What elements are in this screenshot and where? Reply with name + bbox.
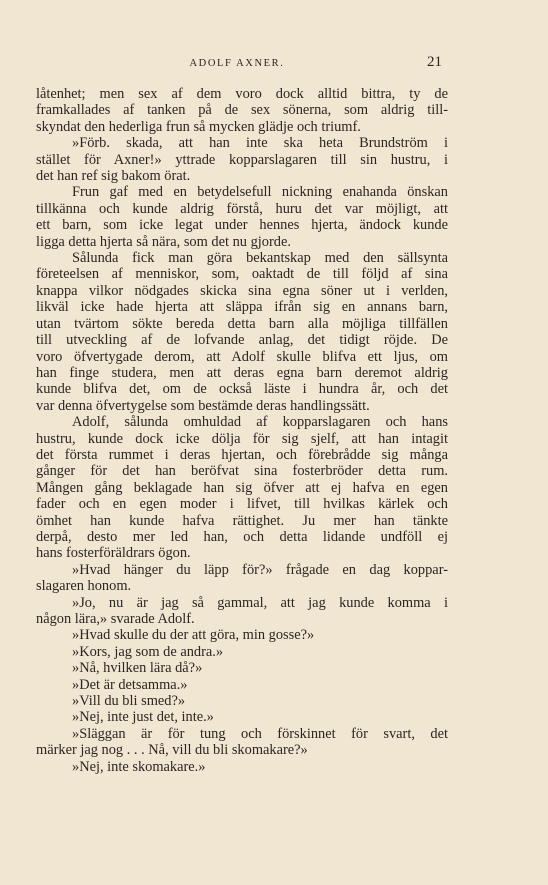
text-line: låtenhet; men sex af dem voro dock alltid bittra, ty de xyxy=(36,86,448,102)
text-line: någon lära,» svarade Adolf. xyxy=(36,611,195,627)
text-line: »Nej, inte skomakare.» xyxy=(72,758,206,775)
text-line: »Det är detsamma.» xyxy=(72,676,188,693)
text-line: »Förb. skada, att han inte ska heta Brundström i xyxy=(72,135,448,152)
text-line: Sålunda fick man göra bekantskap med den sällsynta xyxy=(72,250,448,267)
text-line: ett barn, som icke legat under hennes hjerta, ändock kunde xyxy=(36,217,448,234)
running-head: ADOLF AXNER. xyxy=(189,58,285,69)
text-line: fader och en egen moder i lifvet, till hvilkas kärlek och xyxy=(36,496,448,513)
text-line: skyndat den hederliga frun så mycken glädje och triumf. xyxy=(36,118,361,135)
text-line: tillkänna och kunde aldrig förstå, huru det var möjligt, att xyxy=(36,200,448,217)
body-text xyxy=(36,86,448,775)
text-line: derpå, desto mer led han, och detta lidande undföll ej xyxy=(36,528,448,545)
text-line: det han ref sig bakom örat. xyxy=(36,168,191,185)
text-line: ömhet han kunde hafva rättighet. Ju mer han tänkte xyxy=(36,512,448,529)
text-line: slagaren honom. xyxy=(36,578,132,595)
text-line: till utveckling af de lofvande anlag, det tidigt röjde. De xyxy=(36,332,448,349)
text-line: hustru, kunde dock icke dölja för sig sjelf, att han intagit xyxy=(36,430,448,447)
text-line: »Släggan är för tung och förskinnet för svart, det xyxy=(72,725,448,742)
page-number: 21 xyxy=(427,54,442,70)
text-line: »Nej, inte just det, inte.» xyxy=(72,709,214,726)
text-line: framkallades af tanken på de sex sönerna, som aldrig till- xyxy=(36,102,448,119)
text-line: ligga detta hjerta så nära, som det nu gjorde. xyxy=(36,233,291,250)
text-line: Adolf, sålunda omhuldad af kopparslagaren och hans xyxy=(72,414,448,431)
text-line: gånger för det han beröfvat sina fosterbröder detta rum. xyxy=(36,463,448,480)
text-line: var denna öfvertygelse som bestämde deras handlingssätt. xyxy=(36,397,370,414)
text-line: hans fosterföräldrars ögon. xyxy=(36,545,191,562)
text-line: Frun gaf med en betydelsefull nickning enahanda önskan xyxy=(72,184,448,201)
page-header xyxy=(34,54,442,80)
text-line: företeelsen af menniskor, som, oaktadt de till följd af sina xyxy=(36,266,448,283)
text-line: »Hvad hänger du läpp för?» frågade en dag koppar- xyxy=(72,561,448,578)
text-line: kunde blifva det, om de också läste i hundra år, och det xyxy=(36,381,448,398)
text-line: märker jag nog . . . Nå, vill du bli skomakare?» xyxy=(36,742,308,759)
text-line: »Vill du bli smed?» xyxy=(72,693,186,710)
text-line: knappa vilkor nödgades skicka sina egna söner ut i verlden, xyxy=(36,282,448,299)
text-line: »Jo, nu är jag så gammal, att jag kunde komma i xyxy=(72,594,448,611)
text-line: han finge studera, men att deras egna barn deremot aldrig xyxy=(36,364,448,381)
text-line: likväl icke hade hjerta att släppa ifrån sig en annans barn, xyxy=(36,299,448,316)
text-line: voro öfvertygade derom, att Adolf skulle blifva ett ljus, om xyxy=(36,348,448,365)
text-line: »Hvad skulle du der att göra, min gosse?» xyxy=(72,627,315,644)
text-line: Mången gång beklagade han sig öfver att ej hafva en egen xyxy=(36,479,448,496)
text-line: det första rummet i deras hjertan, och förebrådde sig många xyxy=(36,446,448,463)
text-line: »Kors, jag som de andra.» xyxy=(72,643,224,660)
text-line: utan tvärtom sökte bereda detta barn alla möjliga tillfällen xyxy=(36,315,448,332)
text-line: »Nå, hvilken lära då?» xyxy=(72,660,203,677)
text-line: stället för Axner!» yttrade kopparslagaren till sin hustru, i xyxy=(36,151,448,168)
